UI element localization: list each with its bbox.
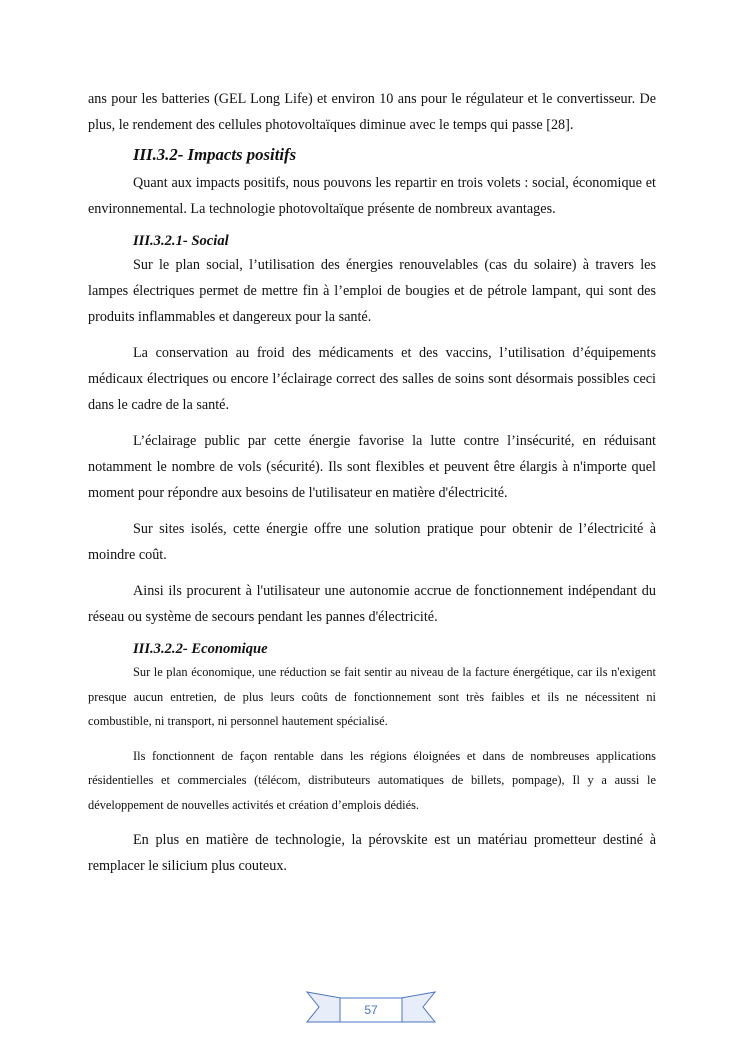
paragraph-perovskite: En plus en matière de technologie, la pérovskite est un matériau prometteur destiné à remplacer le silicium plus couteux.	[88, 832, 656, 874]
paragraph-economique-regions: Ils fonctionnent de façon rentable dans les régions éloignées et dans de nombreuses applications résidentielles et commerciales (télécom, distributeurs automatiques de billets, pompage), Il y a aussi le développement de nouvelles activités et création d’emplois dédiés.	[88, 748, 656, 812]
heading-economique: III.3.2.2- Economique	[133, 641, 268, 657]
paragraph-social-eclairage: L’éclairage public par cette énergie favorise la lutte contre l’insécurité, en réduisant notamment le nombre de vols (sécurité). Ils sont flexibles et peuvent être élargis à n'importe quel moment pour répondre aux besoins de l'utilisateur en matière d'électricité.	[88, 433, 656, 501]
paragraph-social-sante: La conservation au froid des médicaments et des vaccins, l’utilisation d’équipements médicaux électriques ou encore l’éclairage correct des salles de soins sont désormais possibles ceci dans le cadre de la santé.	[88, 345, 656, 413]
page-number: 57	[364, 1003, 378, 1017]
heading-social: III.3.2.1- Social	[133, 233, 229, 249]
page-content	[88, 86, 656, 879]
heading-impacts-positifs: III.3.2- Impacts positifs	[133, 145, 297, 164]
paragraph-economique-facture: Sur le plan économique, une réduction se fait sentir au niveau de la facture énergétique, car ils n'exigent presque aucun entretien, de plus leurs coûts de fonctionnement sont très faibles et ils ne nécessitent ni combustible, ni transport, ni personnel hautement spécialisé.	[88, 665, 656, 728]
paragraph-batteries: ans pour les batteries (GEL Long Life) et environ 10 ans pour le régulateur et le convertisseur. De plus, le rendement des cellules photovoltaïques diminue avec le temps qui passe [28].	[88, 91, 656, 133]
paragraph-social-sites-isoles: Sur sites isolés, cette énergie offre une solution pratique pour obtenir de l’électricité à moindre coût.	[88, 521, 656, 563]
page-footer	[305, 988, 437, 1030]
paragraph-impacts-intro: Quant aux impacts positifs, nous pouvons les repartir en trois volets : social, économique et environnemental. La technologie photovoltaïque présente de nombreux avantages.	[88, 175, 656, 217]
paragraph-social-lampes: Sur le plan social, l’utilisation des énergies renouvelables (cas du solaire) à travers les lampes électriques permet de mettre fin à l’emploi de bougies et de pétrole lampant, qui sont des produits inflammables et dangereux pour la santé.	[88, 257, 656, 325]
paragraph-social-autonomie: Ainsi ils procurent à l'utilisateur une autonomie accrue de fonctionnement indépendant du réseau ou système de secours pendant les pannes d'électricité.	[88, 583, 656, 625]
